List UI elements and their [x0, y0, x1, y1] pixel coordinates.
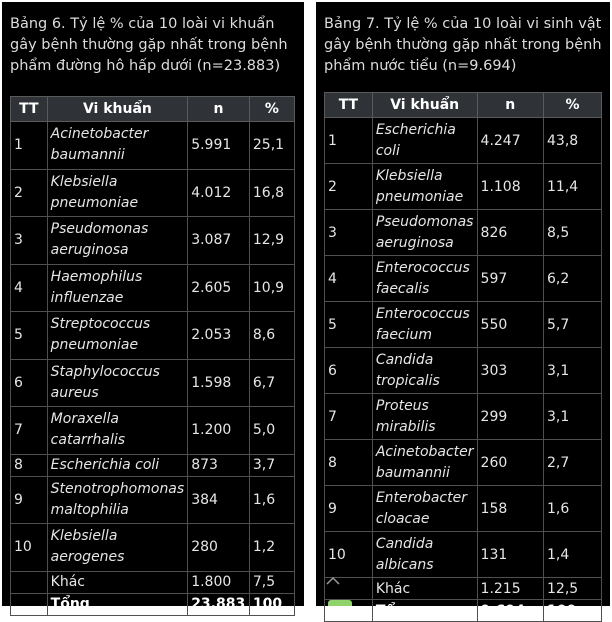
- other-label: Khác: [372, 578, 477, 600]
- species-name: [47, 524, 188, 572]
- species-name-line: pneumoniae: [50, 337, 139, 354]
- other-row: [325, 578, 602, 600]
- percent-value: 3,7: [249, 454, 294, 476]
- table-row: [325, 486, 602, 532]
- count-value: 4.012: [188, 169, 250, 217]
- count-value: 158: [477, 486, 543, 532]
- species-name: [47, 359, 188, 407]
- count-value: 873: [188, 454, 250, 476]
- row-index: 1: [325, 118, 373, 164]
- row-index: 7: [325, 394, 373, 440]
- percent-value: 5,0: [249, 407, 294, 455]
- table-caption: [10, 14, 296, 77]
- percent-value: 12,5: [544, 578, 602, 600]
- species-name: [372, 164, 477, 210]
- species-name-line: Klebsiella: [50, 173, 118, 190]
- count-value: 384: [188, 476, 250, 524]
- species-name: [372, 532, 477, 578]
- species-name-line: aureus: [50, 384, 99, 401]
- table-row: [11, 476, 295, 524]
- header-n: n: [477, 93, 543, 118]
- species-name: [372, 256, 477, 302]
- percent-value: 3,1: [544, 394, 602, 440]
- percent-value: 8,6: [249, 312, 294, 360]
- row-index: 3: [11, 217, 48, 265]
- count-value: 131: [477, 532, 543, 578]
- species-name-line: Acinetobacter: [375, 443, 474, 460]
- row-index: [11, 593, 48, 615]
- total-row: [325, 600, 602, 622]
- species-name: [372, 302, 477, 348]
- header-percent: %: [544, 93, 602, 118]
- row-index: 2: [11, 169, 48, 217]
- microbe-table: [324, 92, 602, 622]
- species-name-line: Moraxella: [50, 411, 119, 428]
- percent-value: 3,1: [544, 348, 602, 394]
- species-name-line: faecalis: [375, 280, 430, 297]
- species-name-line: maltophilia: [50, 501, 129, 518]
- row-index: 10: [325, 532, 373, 578]
- green-tab-icon[interactable]: [328, 600, 352, 606]
- count-value: 550: [477, 302, 543, 348]
- percent-value: 1,6: [249, 476, 294, 524]
- species-name-line: cloacae: [375, 510, 430, 527]
- percent-value: 100: [544, 600, 602, 622]
- header-tt: TT: [325, 93, 373, 118]
- row-index: 3: [325, 210, 373, 256]
- table-row: [325, 394, 602, 440]
- table-row: [11, 169, 295, 217]
- count-value: 303: [477, 348, 543, 394]
- table-row: [11, 407, 295, 455]
- species-name: [372, 348, 477, 394]
- header-tt: TT: [11, 97, 48, 122]
- species-name-line: aeruginosa: [375, 234, 454, 251]
- total-label: Tổng: [47, 593, 188, 615]
- caption-line: gây bệnh thường gặp nhất trong bệnh: [324, 37, 602, 53]
- species-name: [47, 312, 188, 360]
- row-index: 8: [325, 440, 373, 486]
- species-name: [47, 407, 188, 455]
- table-row: [325, 532, 602, 578]
- species-name-line: Stenotrophomonas: [50, 480, 185, 497]
- species-name-line: pneumoniae: [50, 194, 139, 211]
- count-value: 1.598: [188, 359, 250, 407]
- species-name: [47, 476, 188, 524]
- table-row: [11, 122, 295, 170]
- table-row: [325, 164, 602, 210]
- row-index: 4: [11, 264, 48, 312]
- header-n: n: [188, 97, 250, 122]
- caption-line: Bảng 7. Tỷ lệ % của 10 loài vi sinh vật: [324, 16, 602, 32]
- table-row: [325, 348, 602, 394]
- right-table-panel: [316, 2, 610, 619]
- count-value: 9.694: [477, 600, 543, 622]
- header-species: Vi khuẩn: [372, 93, 477, 118]
- percent-value: 6,7: [249, 359, 294, 407]
- species-name-line: Enterobacter: [375, 489, 467, 506]
- species-name-line: Escherichia coli: [50, 456, 160, 473]
- total-row: [11, 593, 295, 615]
- count-value: 2.053: [188, 312, 250, 360]
- percent-value: 11,4: [544, 164, 602, 210]
- species-name: [372, 118, 477, 164]
- table-row: [325, 118, 602, 164]
- percent-value: 1,4: [544, 532, 602, 578]
- species-name-line: Candida: [375, 535, 434, 552]
- total-label: Tổng: [372, 600, 477, 622]
- species-name-line: faecium: [375, 326, 433, 343]
- count-value: 1.800: [188, 571, 250, 593]
- species-name-line: baumannii: [375, 464, 450, 481]
- percent-value: 1,6: [544, 486, 602, 532]
- species-name: [47, 454, 188, 476]
- species-name-line: mirabilis: [375, 418, 436, 435]
- percent-value: 100: [249, 593, 294, 615]
- species-name: [47, 169, 188, 217]
- row-index: 6: [11, 359, 48, 407]
- species-name-line: baumannii: [50, 147, 125, 164]
- species-name-line: Klebsiella: [375, 167, 443, 184]
- species-name-line: Staphylococcus: [50, 363, 160, 380]
- caption-line: phẩm nước tiểu (n=9.694): [324, 58, 517, 74]
- species-name-line: Enterococcus: [375, 305, 470, 322]
- count-value: 5.991: [188, 122, 250, 170]
- chevron-up-icon[interactable]: [326, 574, 340, 588]
- species-name-line: Enterococcus: [375, 259, 470, 276]
- percent-value: 5,7: [544, 302, 602, 348]
- table-header-row: [325, 93, 602, 118]
- table-caption: [324, 14, 602, 77]
- count-value: 597: [477, 256, 543, 302]
- row-index: 7: [11, 407, 48, 455]
- table-header-row: [11, 97, 295, 122]
- table-row: [11, 312, 295, 360]
- species-name-line: Candida: [375, 351, 434, 368]
- row-index: 4: [325, 256, 373, 302]
- count-value: 260: [477, 440, 543, 486]
- header-species: Vi khuẩn: [47, 97, 188, 122]
- table-row: [11, 524, 295, 572]
- percent-value: 25,1: [249, 122, 294, 170]
- row-index: 1: [11, 122, 48, 170]
- caption-line: gây bệnh thường gặp nhất trong bệnh: [10, 37, 288, 53]
- species-name: [372, 394, 477, 440]
- species-name-line: albicans: [375, 556, 434, 573]
- row-index: 5: [325, 302, 373, 348]
- row-index: 9: [11, 476, 48, 524]
- species-name-line: Proteus: [375, 397, 429, 414]
- row-index: 9: [325, 486, 373, 532]
- row-index: 6: [325, 348, 373, 394]
- table-row: [11, 359, 295, 407]
- bacteria-table: [10, 96, 295, 616]
- species-name-line: Escherichia: [375, 121, 456, 138]
- percent-value: 43,8: [544, 118, 602, 164]
- count-value: 1.200: [188, 407, 250, 455]
- percent-value: 10,9: [249, 264, 294, 312]
- table-row: [325, 440, 602, 486]
- percent-value: 2,7: [544, 440, 602, 486]
- species-name-line: aeruginosa: [50, 242, 129, 259]
- count-value: 2.605: [188, 264, 250, 312]
- count-value: 280: [188, 524, 250, 572]
- row-index: 10: [11, 524, 48, 572]
- percent-value: 6,2: [544, 256, 602, 302]
- count-value: 23.883: [188, 593, 250, 615]
- table-row: [325, 210, 602, 256]
- row-index: 5: [11, 312, 48, 360]
- species-name: [372, 440, 477, 486]
- species-name-line: tropicalis: [375, 372, 440, 389]
- percent-value: 8,5: [544, 210, 602, 256]
- species-name-line: Pseudomonas: [375, 213, 474, 230]
- count-value: 1.215: [477, 578, 543, 600]
- percent-value: 16,8: [249, 169, 294, 217]
- row-index: [11, 571, 48, 593]
- other-label: Khác: [47, 571, 188, 593]
- count-value: 4.247: [477, 118, 543, 164]
- percent-value: 7,5: [249, 571, 294, 593]
- caption-line: phẩm đường hô hấp dưới (n=23.883): [10, 58, 281, 74]
- table-row: [325, 256, 602, 302]
- count-value: 1.108: [477, 164, 543, 210]
- table-row: [325, 302, 602, 348]
- table-row: [11, 454, 295, 476]
- species-name-line: Streptococcus: [50, 316, 151, 333]
- percent-value: 1,2: [249, 524, 294, 572]
- species-name: [47, 264, 188, 312]
- row-index: 2: [325, 164, 373, 210]
- species-name-line: coli: [375, 142, 400, 159]
- caption-line: Bảng 6. Tỷ lệ % của 10 loài vi khuẩn: [10, 16, 275, 32]
- species-name: [47, 217, 188, 265]
- species-name-line: Pseudomonas: [50, 221, 149, 238]
- header-percent: %: [249, 97, 294, 122]
- species-name-line: Acinetobacter: [50, 126, 149, 143]
- percent-value: 12,9: [249, 217, 294, 265]
- species-name: [372, 486, 477, 532]
- species-name-line: aerogenes: [50, 549, 125, 566]
- species-name: [47, 122, 188, 170]
- species-name-line: pneumoniae: [375, 188, 464, 205]
- species-name-line: catarrhalis: [50, 432, 126, 449]
- left-table-panel: [2, 2, 304, 612]
- other-row: [11, 571, 295, 593]
- count-value: 3.087: [188, 217, 250, 265]
- table-row: [11, 217, 295, 265]
- count-value: 299: [477, 394, 543, 440]
- species-name: [372, 210, 477, 256]
- species-name-line: Klebsiella: [50, 528, 118, 545]
- species-name-line: Haemophilus: [50, 268, 143, 285]
- row-index: 8: [11, 454, 48, 476]
- species-name-line: influenzae: [50, 289, 124, 306]
- table-row: [11, 264, 295, 312]
- count-value: 826: [477, 210, 543, 256]
